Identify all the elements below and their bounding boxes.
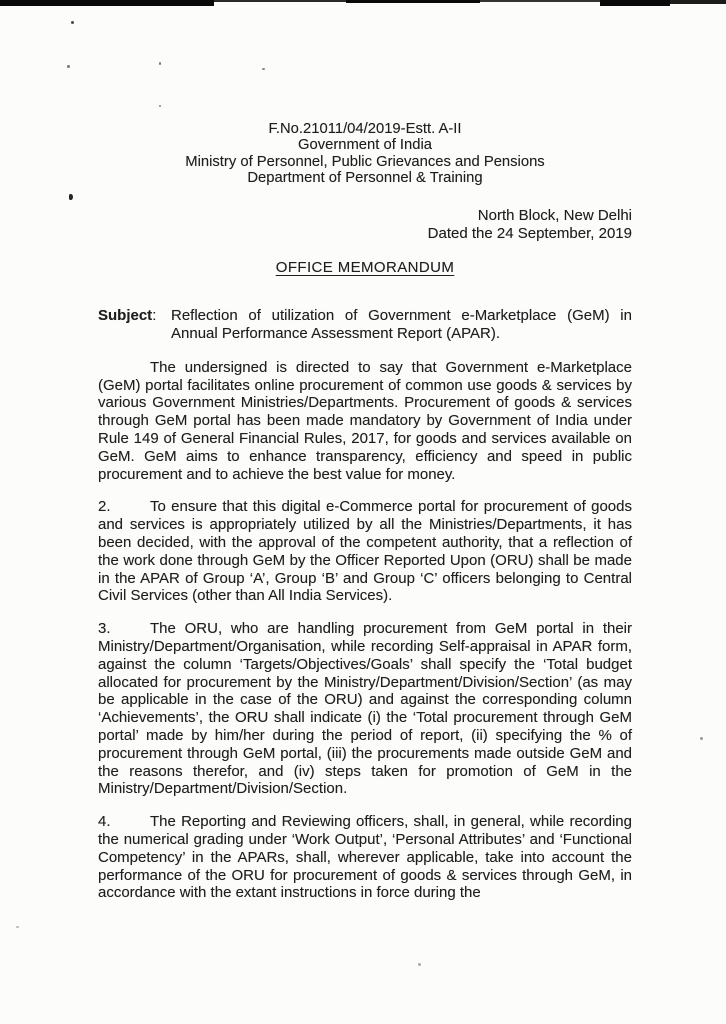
org-line-ministry: Ministry of Personnel, Public Grievances and Pensions [185,153,545,170]
scan-speck [71,21,74,24]
paragraph-1 [98,359,632,484]
reference-number: F.No.21011/04/2019-Estt. A-II [268,121,462,137]
paragraph-number: 4. [98,813,111,831]
scan-edge-artifact [670,0,726,4]
scan-speck [69,194,73,200]
paragraph-4 [98,813,632,902]
scan-speck [16,926,19,928]
scan-speck [418,963,421,966]
subject-block [98,307,632,344]
scan-speck [67,65,70,68]
paragraph-3 [98,620,632,798]
scan-speck [700,737,703,740]
paragraph-text: The ORU, who are handling procurement from GeM portal in their Ministry/Department/Organisation, while recording Self-appraisal in APAR form, against the column ‘Targets/Objectives/Goals’ shall specify the ‘Total budget allocated for procurement by the Ministry/Department/Division/Section’ (as may be applicable in the case of the ORU) and against the corresponding column ‘Achievements’, the ORU shall indicate (i) the ‘Total procurement through GeM portal’ made by him/her during the period of report, (ii) specifying the % of procurement through GeM portal, (iii) the procurements made outside GeM and the reasons therefor, and (iv) steps taken for promotion of GeM in the Ministry/Department/Division/Section. [98,620,632,798]
paragraph-2 [98,498,632,605]
paragraph-text: To ensure that this digital e-Commerce portal for procurement of goods and services is appropriately utilized by all the Ministries/Departments, it has been decided, with the approval of the competent authority, that a reflection of the work done through GeM by the Officer Reported Upon (ORU) shall be made in the APAR of Group ‘A’, Group ‘B’ and Group ‘C’ officers belonging to Central Civil Services (other than All India Services). [98,498,632,605]
paragraph-number: 3. [98,620,111,638]
paragraph-text: The undersigned is directed to say that Government e-Marketplace (GeM) portal facilitates online procurement of common use goods & services by various Government Ministries/Departments. Procurement of goods & services through GeM portal has been made mandatory by Government of India under Rule 149 of General Financial Rules, 2017, for goods and services available on GeM. GeM aims to enhance transparency, efficiency and speed in public procurement and to achieve the best value for money. [98,358,632,483]
subject-text: Reflection of utilization of Government e-Marketplace (GeM) in Annual Performance Assessment Report (APAR). [171,306,632,343]
place-line: North Block, New Delhi [477,207,632,225]
paragraph-number: 2. [98,498,111,516]
place-date-block [98,207,632,242]
letterhead [98,121,632,186]
subject-label: Subject: [98,306,157,324]
org-line-department: Department of Personnel & Training [247,169,483,186]
memo-heading: OFFICE MEMORANDUM [275,259,455,277]
org-line-government: Government of India [297,137,433,154]
memo-content [98,0,632,902]
paragraph-text: The Reporting and Reviewing officers, shall, in general, while recording the numerical grading under ‘Work Output’, ‘Personal Attributes’ and ‘Functional Competency’ in the APARs, shall, wherever applicable, take into account the performance of the ORU for procurement of goods & services through GeM, in accordance with the extant instructions in force during the [98,813,632,902]
date-line: Dated the 24 September, 2019 [427,224,632,242]
